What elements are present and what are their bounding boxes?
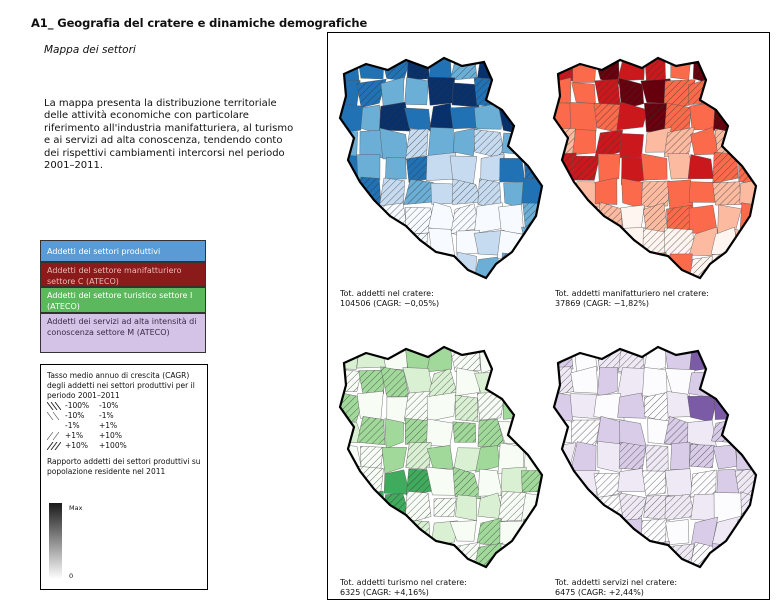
- municipality: [521, 128, 548, 158]
- municipality: [573, 518, 595, 547]
- municipality: [429, 103, 453, 131]
- municipality: [405, 77, 429, 104]
- municipality: [427, 392, 456, 421]
- municipality: [688, 154, 714, 178]
- cagr-hatch: [641, 181, 669, 207]
- municipality: [456, 368, 480, 396]
- municipality: [735, 366, 761, 395]
- municipality: [336, 256, 360, 281]
- municipality: [740, 180, 761, 205]
- municipality: [500, 369, 528, 397]
- municipality: [617, 547, 644, 570]
- municipality: [523, 392, 548, 420]
- cagr-legend-rows: [47, 401, 201, 451]
- cagr-hatch: [712, 253, 739, 281]
- cagr-hatch: [735, 105, 762, 134]
- municipality: [552, 519, 573, 548]
- municipality: [666, 519, 689, 544]
- cagr-hatch: [713, 182, 742, 205]
- municipality: [622, 178, 645, 209]
- cagr-hatch: [713, 105, 738, 132]
- municipality: [550, 204, 577, 233]
- municipality: [525, 80, 548, 110]
- municipality: [573, 231, 598, 259]
- cagr-hatch: [598, 202, 622, 233]
- municipality: [428, 254, 452, 280]
- municipality: [356, 541, 386, 570]
- caption-produttivi: Tot. addetti nel cratere: 104506 (CAGR: −0,05%): [340, 289, 440, 308]
- municipality: [336, 522, 362, 548]
- map-turismo: [336, 345, 548, 570]
- municipality: [384, 470, 409, 495]
- municipality: [357, 228, 384, 259]
- municipality: [572, 129, 595, 154]
- municipality: [336, 470, 360, 498]
- cagr-hatch: [383, 543, 410, 570]
- map-servizi: [550, 345, 762, 570]
- cagr-hatch: [550, 367, 575, 395]
- municipality: [595, 178, 617, 205]
- municipality: [735, 253, 760, 279]
- municipality: [497, 230, 526, 259]
- municipality: [571, 366, 598, 393]
- municipality: [428, 543, 452, 570]
- cagr-hatch: [474, 78, 498, 107]
- municipality: [524, 519, 547, 549]
- municipality: [571, 495, 595, 524]
- cagr-hatch: [573, 156, 600, 180]
- municipality: [500, 158, 525, 182]
- cagr-hatch: [434, 498, 456, 517]
- cagr-hatch: [521, 470, 548, 492]
- cagr-hatch: [450, 345, 481, 371]
- municipality: [736, 56, 762, 82]
- cagr-row: -1% +1%: [47, 421, 201, 431]
- cagr-hatch: [525, 80, 548, 110]
- municipality: [383, 543, 410, 570]
- municipality: [428, 127, 453, 156]
- cagr-row: +10% +100%: [47, 441, 201, 451]
- municipality: [619, 133, 643, 157]
- municipality: [738, 393, 762, 419]
- municipality: [522, 178, 547, 203]
- cagr-hatch: [428, 254, 452, 280]
- municipality: [665, 469, 693, 498]
- municipality: [336, 492, 360, 522]
- municipality: [499, 204, 524, 234]
- municipality: [691, 127, 719, 155]
- municipality: [550, 227, 576, 259]
- municipality: [524, 446, 548, 473]
- cagr-hatch: [619, 442, 646, 470]
- cagr-hatch: [645, 445, 668, 474]
- page-subtitle: Mappa dei settori: [44, 44, 136, 56]
- municipality: [617, 257, 648, 278]
- cagr-legend: [40, 364, 208, 590]
- municipality: [498, 345, 523, 370]
- municipality: [667, 180, 693, 209]
- municipality: [359, 520, 384, 548]
- municipality: [570, 541, 600, 570]
- municipality: [337, 542, 363, 568]
- municipality: [336, 180, 362, 203]
- cagr-hatch: [381, 253, 406, 281]
- cagr-hatch: [404, 391, 430, 421]
- municipality: [501, 80, 526, 107]
- municipality: [597, 520, 622, 547]
- cagr-hatch: [406, 442, 432, 469]
- municipality: [735, 543, 762, 570]
- cagr-hatch: [405, 520, 430, 543]
- municipality: [409, 546, 431, 570]
- cagr-hatch: [453, 422, 476, 443]
- municipality: [527, 345, 548, 372]
- cagr-hatch: [550, 541, 572, 570]
- intro-text: La mappa presenta la distribuzione territoriale delle attività economiche con particolare riferimento all'industria manifatturiera, al turismo e ai servizi ad alta conoscenza, tendendo conto dei rispettivi cambiamenti intercorsi nel periodo 2001–2011.: [44, 98, 294, 172]
- municipality: [641, 154, 667, 180]
- cagr-hatch: [359, 370, 384, 393]
- cagr-hatch: [736, 56, 762, 82]
- caption-servizi: Tot. addetti servizi nel cratere: 6475 (CAGR: +2,44%): [555, 578, 678, 597]
- municipality: [741, 345, 762, 368]
- municipality: [453, 128, 477, 156]
- municipality: [381, 253, 406, 281]
- municipality: [356, 207, 386, 231]
- municipality: [479, 345, 501, 373]
- municipality: [379, 516, 407, 548]
- municipality: [382, 447, 407, 473]
- municipality: [643, 253, 666, 281]
- municipality: [572, 207, 598, 234]
- municipality: [501, 544, 528, 569]
- municipality: [642, 367, 667, 397]
- municipality: [619, 227, 646, 258]
- municipality: [503, 56, 527, 85]
- municipality: [550, 541, 572, 570]
- sector-legend-turistico: Addetti del settore turistico settore I (ATECO): [40, 287, 206, 313]
- municipality: [336, 56, 359, 84]
- gradient-min-label: 0: [69, 572, 74, 580]
- municipality: [525, 56, 547, 83]
- municipality: [618, 393, 646, 418]
- municipality: [690, 345, 716, 371]
- cagr-hatch: [405, 129, 428, 160]
- municipality: [361, 254, 383, 279]
- cagr-hatch: [550, 179, 577, 206]
- cagr-hatch: [735, 366, 761, 395]
- cagr-hatch: [428, 77, 455, 105]
- municipality: [714, 345, 742, 373]
- cagr-hatch: [455, 395, 478, 422]
- sector-legend-manifatturiero: Addetti del settore manifatturiero settore C (ATECO): [40, 262, 206, 287]
- municipality: [570, 254, 600, 281]
- sector-legend-produttivi: Addetti dei settori produttivi: [40, 240, 206, 262]
- cagr-hatch: [450, 56, 477, 80]
- hatch-swatch-icon: [47, 412, 61, 420]
- municipality: [338, 132, 357, 158]
- municipality: [455, 495, 476, 521]
- cagr-hatch: [572, 207, 598, 234]
- municipality: [381, 233, 409, 260]
- municipality: [522, 547, 548, 570]
- municipality: [621, 205, 645, 230]
- municipality: [736, 130, 762, 159]
- cagr-row: +1% +10%: [47, 431, 201, 441]
- cagr-hatch: [428, 543, 452, 570]
- municipality: [408, 253, 432, 281]
- municipality: [711, 369, 737, 396]
- hatch-swatch-icon: [47, 442, 61, 450]
- cagr-hatch: [503, 56, 527, 85]
- municipality: [736, 78, 758, 105]
- cagr-hatch: [714, 80, 740, 107]
- page-title: A1_ Geografia del cratere e dinamiche demografiche: [31, 16, 368, 30]
- municipality: [521, 422, 548, 446]
- cagr-hatch: [336, 522, 362, 548]
- cagr-hatch: [617, 257, 648, 278]
- cagr-hatch: [522, 108, 548, 130]
- municipality: [737, 420, 761, 448]
- municipality: [618, 468, 646, 491]
- cagr-legend-title: Tasso medio annuo di crescita (CAGR) degli addetti nei settori produttivi per il periodo 2001–2011: [47, 371, 195, 400]
- municipality: [597, 416, 623, 444]
- cagr-hatch: [595, 252, 623, 281]
- municipality: [670, 442, 689, 469]
- cagr-hatch: [477, 392, 505, 420]
- municipality: [595, 541, 621, 570]
- cagr-hatch: [524, 519, 547, 549]
- cagr-hatch: [381, 233, 409, 260]
- cagr-hatch: [379, 102, 410, 131]
- cagr-hatch: [690, 470, 716, 497]
- municipality: [617, 102, 648, 130]
- municipality: [385, 157, 406, 179]
- municipality: [522, 108, 548, 130]
- map-produttivi: [336, 56, 548, 281]
- cagr-hatch: [501, 80, 526, 107]
- cagr-hatch: [643, 253, 666, 281]
- gradient-max-label: Max: [69, 504, 83, 512]
- municipality: [689, 182, 716, 203]
- municipality: [550, 258, 574, 281]
- hatch-swatch-icon: [47, 432, 61, 440]
- municipality: [595, 252, 623, 281]
- municipality: [572, 83, 596, 104]
- municipality: [336, 230, 361, 253]
- cagr-hatch: [738, 155, 762, 184]
- municipality: [357, 391, 383, 419]
- municipality: [550, 179, 577, 206]
- cagr-hatch: [550, 497, 576, 519]
- map-manifatturiero: [550, 56, 762, 281]
- municipality: [553, 469, 576, 496]
- cagr-hatch: [666, 205, 692, 231]
- cagr-hatch: [336, 180, 362, 203]
- cagr-row: -100% -10%: [47, 401, 201, 411]
- cagr-hatch: [357, 416, 385, 444]
- municipality: [522, 258, 547, 280]
- ratio-gradient-bar: [49, 503, 62, 579]
- municipality: [688, 396, 718, 422]
- cagr-hatch: [550, 56, 576, 82]
- cagr-hatch: [689, 445, 714, 468]
- cagr-hatch: [522, 258, 547, 280]
- caption-turismo: Tot. addetti turismo nel cratere: 6325 (CAGR: +4,16%): [340, 578, 467, 597]
- municipality: [714, 80, 740, 107]
- cagr-hatch: [552, 519, 573, 548]
- cagr-hatch: [553, 469, 576, 496]
- municipality: [711, 56, 736, 83]
- hatch-swatch-icon: [47, 402, 61, 410]
- cagr-hatch: [452, 179, 481, 205]
- municipality: [593, 229, 624, 254]
- cagr-hatch: [737, 420, 761, 448]
- municipality: [671, 58, 691, 80]
- municipality: [713, 445, 737, 469]
- cagr-hatch: [404, 179, 434, 204]
- empty-swatch-icon: [47, 422, 61, 430]
- municipality: [380, 128, 409, 159]
- cagr-hatch: [525, 56, 547, 83]
- municipality: [597, 367, 618, 397]
- municipality: [385, 419, 404, 449]
- municipality: [550, 497, 576, 519]
- municipality: [573, 56, 597, 83]
- municipality: [427, 445, 453, 468]
- municipality: [336, 203, 361, 232]
- municipality: [525, 368, 548, 398]
- cagr-hatch: [550, 227, 576, 259]
- cagr-row: -10% -1%: [47, 411, 201, 421]
- sector-legend-servizi: Addetti dei servizi ad alta intensità di conoscenza settore M (ATECO): [40, 313, 206, 353]
- cagr-hatch: [525, 368, 548, 398]
- caption-manifatturiero: Tot. addetti manifatturiero nel cratere: 37869 (CAGR: −1,82%): [555, 289, 709, 308]
- ratio-legend-title: Rapporto addetti dei settori produttivi su popolazione residente nel 2011: [47, 457, 201, 476]
- cagr-hatch: [550, 204, 577, 233]
- municipality: [735, 105, 762, 134]
- cagr-hatch: [642, 471, 665, 496]
